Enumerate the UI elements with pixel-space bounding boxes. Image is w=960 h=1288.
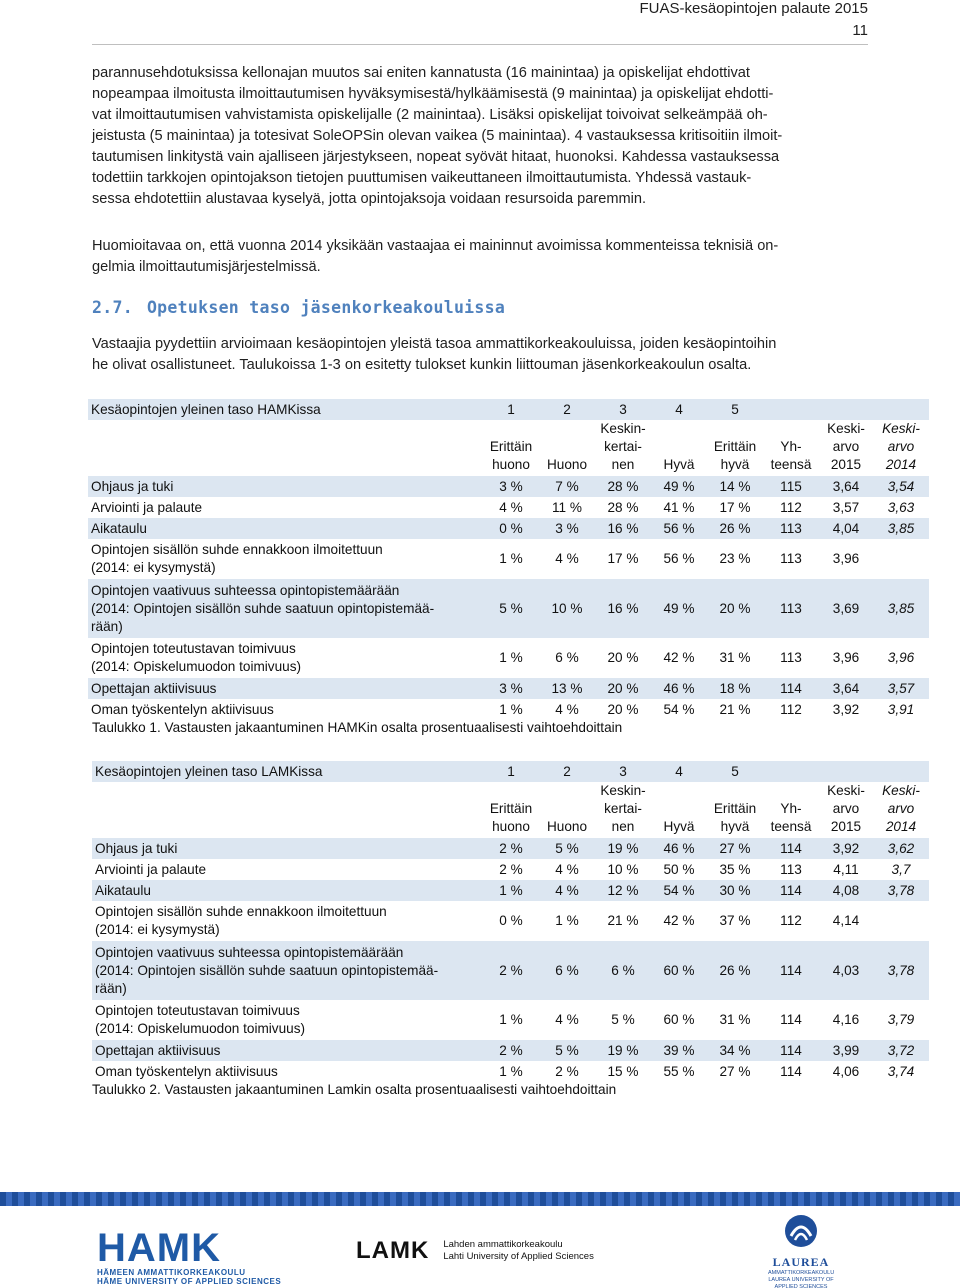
table-cell: 114 xyxy=(763,880,819,901)
col-header xyxy=(651,420,707,476)
text-line: Keskin- xyxy=(600,421,646,436)
table-cell: 3 % xyxy=(483,678,539,699)
table-cell: 18 % xyxy=(707,678,763,699)
text-line: (2014: ei kysymystä) xyxy=(91,560,216,575)
table-cell: 11 % xyxy=(552,499,582,515)
table-cell: Oman työskentelyn aktiivisuus xyxy=(95,1063,278,1079)
table-cell: 4 % xyxy=(555,1012,579,1027)
col-header xyxy=(763,420,819,476)
table-cell: 34 % xyxy=(707,1040,763,1061)
table-cell: 2 % xyxy=(555,1063,579,1079)
text-line: nen xyxy=(611,457,635,472)
text-line: Hyvä xyxy=(663,819,695,834)
scale-number: 3 xyxy=(595,399,651,420)
table-cell: 26 % xyxy=(707,941,763,1000)
table-cell: 3,64 xyxy=(819,678,873,699)
text-line: (2014: Opintojen sisällön suhde saatuun opintopistemää- xyxy=(95,962,439,978)
text-line: Vastaajia pyydettiin arvioimaan kesäopintojen yleistä tasoa ammattikorkeakouluissa, joiden kesäopintoihin xyxy=(92,336,777,352)
table-row xyxy=(92,1000,929,1040)
table-cell: 5 % xyxy=(611,1012,635,1027)
table-title-row xyxy=(92,761,929,782)
paragraph-2 xyxy=(92,236,868,278)
text-line: Opintojen sisällön suhde ennakkoon ilmoitettuun xyxy=(95,904,387,919)
table-cell xyxy=(763,761,819,782)
table-cell: 5 % xyxy=(483,579,539,638)
text-line: sessa ehdotettiin alustavaa kyselyä, jotta opintojaksoja voidaan resursoida paremmin. xyxy=(92,191,647,207)
text-line: (2014: Opintojen sisällön suhde saatuun opintopistemää- xyxy=(91,600,435,616)
table-cell: 10 % xyxy=(539,579,595,638)
table-cell: 10 % xyxy=(607,861,639,877)
table-cell xyxy=(819,761,873,782)
table-cell: 16 % xyxy=(595,518,651,539)
text-line: nen xyxy=(611,819,635,834)
table-cell: 60 % xyxy=(651,941,707,1000)
table-cell xyxy=(763,399,819,420)
table-cell: 21 % xyxy=(607,913,639,928)
table-cell: 26 % xyxy=(707,518,763,539)
table-cell: 4,08 xyxy=(819,880,873,901)
table-cell: 20 % xyxy=(595,678,651,699)
table-cell: 3,72 xyxy=(873,1040,929,1061)
table-cell: 112 xyxy=(780,499,802,515)
col-header xyxy=(483,420,539,476)
table-title-row xyxy=(88,399,929,420)
text-line: parannusehdotuksissa kellonajan muutos sai eniten kannatusta (16 mainintaa) ja opiskelijat ehdottivat xyxy=(92,65,750,81)
table-cell: 114 xyxy=(763,941,819,1000)
table-cell: 6 % xyxy=(595,941,651,1000)
table-cell: 17 % xyxy=(719,499,751,515)
table-row xyxy=(92,859,929,880)
table-cell xyxy=(88,638,483,678)
text-line: Huono xyxy=(546,457,588,472)
text-line: Keski- xyxy=(882,783,920,798)
col-header xyxy=(819,782,873,838)
table-cell: 13 % xyxy=(539,678,595,699)
table-row xyxy=(88,579,929,638)
table-cell xyxy=(92,941,483,1000)
col-header xyxy=(483,782,539,838)
scale-number: 3 xyxy=(595,761,651,782)
table-cell: 4 % xyxy=(555,551,579,566)
table-cell: 114 xyxy=(763,1040,819,1061)
table-cell: 3,96 xyxy=(832,551,860,566)
table-cell: 16 % xyxy=(595,579,651,638)
laurea-logo xyxy=(768,1214,834,1288)
table-cell: Arviointi ja palaute xyxy=(95,861,207,877)
table-cell: 56 % xyxy=(651,518,707,539)
table-cell: 3,69 xyxy=(819,579,873,638)
text-line: nopeampaa ilmoitusta ilmoittautumisen hyväksymisestä/hylkäämisestä (9 mainintaa) ja opiskelijat ehdotti- xyxy=(92,86,774,102)
table-cell: 114 xyxy=(763,678,819,699)
hamk-logo-mark: HAMK xyxy=(97,1226,221,1270)
table-cell: 5 % xyxy=(539,1040,595,1061)
table-cell: 3,74 xyxy=(887,1063,915,1079)
laurea-logo-line2: LAUREA UNIVERSITY OF APPLIED SCIENCES xyxy=(768,1277,834,1288)
text-line: teensä xyxy=(770,457,812,472)
table-row xyxy=(88,699,929,720)
table-cell xyxy=(873,539,929,579)
table-caption: Taulukko 1. Vastausten jakaantuminen HAMKin osalta prosentuaalisesti vaihtoehdoittain xyxy=(92,720,623,735)
table-cell: 14 % xyxy=(707,476,763,497)
table-cell: 3,85 xyxy=(873,579,929,638)
table-row xyxy=(92,880,929,901)
table-cell: 4,06 xyxy=(832,1063,860,1079)
table-cell: Aikataulu xyxy=(88,518,483,539)
table-cell: 37 % xyxy=(719,913,751,928)
table-cell: 23 % xyxy=(719,551,751,566)
table-cell: 4,16 xyxy=(832,1012,860,1027)
laurea-logo-line1: AMMATTIKORKEAKOULU xyxy=(768,1270,835,1276)
table-cell: 4 % xyxy=(499,499,523,515)
table-cell: Opettajan aktiivisuus xyxy=(88,678,483,699)
text-line: tautumisen linkitystä vain ajalliseen järjestykseen, nopeat syövät hitaat, huonoksi. Kahdessa vastauksessa xyxy=(92,149,780,165)
lamk-logo xyxy=(356,1237,594,1265)
text-line: Opintojen toteutustavan toimivuus xyxy=(95,1003,300,1018)
table-row xyxy=(88,539,929,579)
table-hamk xyxy=(88,399,929,720)
table-cell: 42 % xyxy=(663,650,695,665)
table-cell: Oman työskentelyn aktiivisuus xyxy=(91,701,274,717)
text-line: Yh- xyxy=(780,801,802,816)
table-cell: 31 % xyxy=(719,650,751,665)
table-cell: Ohjaus ja tuki xyxy=(88,476,483,497)
table-cell: 4,11 xyxy=(833,861,859,877)
text-line: kertai- xyxy=(604,439,642,454)
text-line: Keski- xyxy=(827,421,865,436)
table-cell: 6 % xyxy=(539,941,595,1000)
hamk-logo xyxy=(97,1228,281,1286)
table-cell: 4,14 xyxy=(832,913,860,928)
table-row xyxy=(88,518,929,539)
table-cell: 54 % xyxy=(663,701,695,717)
table-cell xyxy=(873,761,929,782)
table-row xyxy=(92,838,929,859)
text-line: he olivat osallistuneet. Taulukoissa 1-3 on esitetty tulokset kunkin liittouman jäsenkorkeakoulun osalta. xyxy=(92,357,752,373)
text-line: Opintojen vaativuus suhteessa opintopistemäärään xyxy=(95,944,404,960)
table-cell: 41 % xyxy=(663,499,695,515)
table-cell: 2 % xyxy=(483,838,539,859)
table-cell: 1 % xyxy=(499,1063,523,1079)
table-cell xyxy=(88,539,483,579)
col-header xyxy=(819,420,873,476)
table-row xyxy=(88,476,929,497)
text-line: rään) xyxy=(95,980,127,996)
table-cell: 0 % xyxy=(483,518,539,539)
scale-number: 1 xyxy=(483,399,539,420)
text-line: Lahti University of Applied Sciences xyxy=(443,1251,594,1262)
paragraph-1 xyxy=(92,63,868,210)
table-cell: 112 xyxy=(780,913,802,928)
table-cell: 6 % xyxy=(555,650,579,665)
table-cell: 28 % xyxy=(595,476,651,497)
hamk-logo-line2: HÄME UNIVERSITY OF APPLIED SCIENCES xyxy=(97,1277,282,1286)
table-title: Kesäopintojen yleinen taso LAMKissa xyxy=(92,761,483,782)
text-line: hyvä xyxy=(720,819,750,834)
text-line: Erittäin xyxy=(713,439,757,454)
table-cell: 1 % xyxy=(499,650,523,665)
table-cell: 113 xyxy=(780,551,802,566)
table-cell: 113 xyxy=(780,650,802,665)
table-cell: 35 % xyxy=(719,861,751,877)
table-cell: 3,78 xyxy=(873,941,929,1000)
scale-number: 2 xyxy=(539,761,595,782)
text-line: Keski- xyxy=(827,783,865,798)
table-cell: 1 % xyxy=(555,913,579,928)
table-cell: Opettajan aktiivisuus xyxy=(92,1040,483,1061)
col-header xyxy=(539,782,595,838)
column-header-row xyxy=(92,782,929,838)
table-cell: 114 xyxy=(780,1063,802,1079)
table-cell: 19 % xyxy=(595,1040,651,1061)
table-cell xyxy=(92,901,483,941)
table-row xyxy=(88,678,929,699)
scale-number: 1 xyxy=(483,761,539,782)
table-cell: 114 xyxy=(763,838,819,859)
lamk-logo-text xyxy=(443,1239,594,1263)
table-cell: 3,96 xyxy=(887,650,915,665)
table-cell: 19 % xyxy=(595,838,651,859)
scale-number: 4 xyxy=(651,761,707,782)
text-line: hyvä xyxy=(720,457,750,472)
text-line: Erittäin xyxy=(489,439,533,454)
text-line: rään) xyxy=(91,618,123,634)
text-line: kertai- xyxy=(604,801,642,816)
table-cell: 3,7 xyxy=(891,861,911,877)
text-line: jeistusta (5 mainintaa) ja totesivat SoleOPSin olevan vaikea (5 mainintaa). 4 vastauksessa kritisoitiin ilmoit- xyxy=(92,128,783,144)
table-row xyxy=(88,497,929,518)
table-cell: 46 % xyxy=(651,678,707,699)
text-line: teensä xyxy=(770,819,812,834)
table-cell: 3,54 xyxy=(873,476,929,497)
text-line: Hyvä xyxy=(663,457,695,472)
col-header xyxy=(539,420,595,476)
text-line: todettiin tarkkojen opintojakson tietojen puuttumisen vaikeuttaneen ilmoittautumista. Yhdessä vastauk- xyxy=(92,170,752,186)
table-cell: 3 % xyxy=(539,518,595,539)
section-heading xyxy=(92,298,505,317)
col-header xyxy=(763,782,819,838)
text-line: Opintojen sisällön suhde ennakkoon ilmoitettuun xyxy=(91,542,383,557)
table-cell: 27 % xyxy=(719,1063,751,1079)
table-cell: 7 % xyxy=(539,476,595,497)
section-title: Opetuksen taso jäsenkorkeakouluissa xyxy=(146,298,506,317)
table-cell: 12 % xyxy=(595,880,651,901)
running-header-title: FUAS-kesäopintojen palaute 2015 xyxy=(639,0,868,17)
table-row xyxy=(92,941,929,1000)
col-header xyxy=(873,782,929,838)
table-cell: 115 xyxy=(763,476,819,497)
laurea-emblem-icon xyxy=(781,1214,821,1248)
text-line: gelmia ilmoittautumisjärjestelmissä. xyxy=(92,259,321,275)
text-line: huono xyxy=(492,819,530,834)
text-line: Yh- xyxy=(780,439,802,454)
text-line: Keski- xyxy=(882,421,920,436)
table-row xyxy=(92,1061,929,1082)
col-header xyxy=(651,782,707,838)
table-cell: 55 % xyxy=(663,1063,695,1079)
table-cell: 3,57 xyxy=(873,678,929,699)
table-cell: 30 % xyxy=(707,880,763,901)
table-cell: 4 % xyxy=(555,701,579,717)
text-line: huono xyxy=(492,457,530,472)
text-line: Huono xyxy=(546,819,588,834)
table-cell: 1 % xyxy=(499,551,523,566)
table-lamk xyxy=(92,761,929,1082)
paragraph-3 xyxy=(92,334,868,376)
scale-number: 5 xyxy=(707,761,763,782)
text-line: Opintojen vaativuus suhteessa opintopistemäärään xyxy=(91,582,400,598)
table-cell: 3,62 xyxy=(873,838,929,859)
table-cell: Aikataulu xyxy=(92,880,483,901)
hamk-logo-line1: HÄMEEN AMMATTIKORKEAKOULU xyxy=(97,1268,246,1277)
table-cell: 21 % xyxy=(719,701,751,717)
col-header xyxy=(595,420,651,476)
table-cell: 3,79 xyxy=(887,1012,915,1027)
table-row xyxy=(92,901,929,941)
table-cell: 17 % xyxy=(607,551,639,566)
table-cell: 5 % xyxy=(539,838,595,859)
text-line: Erittäin xyxy=(713,801,757,816)
text-line: Lahden ammattikorkeakoulu xyxy=(443,1239,563,1250)
text-line: Erittäin xyxy=(489,801,533,816)
table-cell: 1 % xyxy=(499,1012,523,1027)
table-cell xyxy=(873,901,929,941)
table-cell xyxy=(88,420,483,476)
text-line: (2014: Opiskelumuodon toimivuus) xyxy=(95,1021,306,1036)
table-cell: 112 xyxy=(780,701,802,717)
table-cell xyxy=(92,782,483,838)
scale-number: 2 xyxy=(539,399,595,420)
table-cell: 3,91 xyxy=(887,701,915,717)
laurea-logo-mark: LAUREA xyxy=(772,1255,830,1269)
table-cell: 4,03 xyxy=(819,941,873,1000)
table-cell: 2 % xyxy=(483,941,539,1000)
page-number: 11 xyxy=(852,22,868,39)
col-header xyxy=(707,782,763,838)
footer-band xyxy=(0,1192,960,1206)
table-cell: 42 % xyxy=(663,913,695,928)
table-cell: 114 xyxy=(780,1012,802,1027)
table-cell: 4,04 xyxy=(819,518,873,539)
table-row xyxy=(92,1040,929,1061)
table-cell: 28 % xyxy=(607,499,639,515)
table-cell: 113 xyxy=(763,579,819,638)
text-line: arvo xyxy=(887,439,915,454)
table-cell: 46 % xyxy=(651,838,707,859)
table-cell: 3,92 xyxy=(832,701,860,717)
table-cell xyxy=(92,1000,483,1040)
text-line: vat ilmoittautumisen vahvistamista opiskelijalle (2 mainintaa). Lisäksi opiskelijat toivoivat selkeämpää oh- xyxy=(92,107,768,123)
table-cell: 3,64 xyxy=(819,476,873,497)
table-cell: 20 % xyxy=(607,650,639,665)
col-header xyxy=(873,420,929,476)
text-line: Keskin- xyxy=(600,783,646,798)
table-cell: 60 % xyxy=(663,1012,695,1027)
text-line: 2014 xyxy=(885,819,917,834)
header-divider xyxy=(92,44,868,45)
text-line: 2014 xyxy=(885,457,917,472)
table-cell: 1 % xyxy=(483,880,539,901)
table-cell: 3,78 xyxy=(873,880,929,901)
table-cell: 15 % xyxy=(607,1063,639,1079)
table-caption: Taulukko 2. Vastausten jakaantuminen Lamkin osalta prosentuaalisesti vaihtoehdoittain xyxy=(92,1082,617,1097)
table-cell: Arviointi ja palaute xyxy=(91,499,203,515)
lamk-logo-mark: LAMK xyxy=(356,1237,430,1264)
col-header xyxy=(595,782,651,838)
table-cell: 54 % xyxy=(651,880,707,901)
text-line: arvo xyxy=(832,801,860,816)
table-cell: 1 % xyxy=(499,701,523,717)
table-cell: 56 % xyxy=(663,551,695,566)
table-cell: 2 % xyxy=(483,1040,539,1061)
table-title: Kesäopintojen yleinen taso HAMKissa xyxy=(88,399,483,420)
text-line: 2015 xyxy=(830,819,862,834)
table-cell: 0 % xyxy=(499,913,523,928)
table-cell: Ohjaus ja tuki xyxy=(92,838,483,859)
text-line: Huomioitavaa on, että vuonna 2014 yksikään vastaajaa ei maininnut avoimissa kommenteissa teknisiä on- xyxy=(92,238,779,254)
table-cell xyxy=(819,399,873,420)
table-row xyxy=(88,638,929,678)
text-line: arvo xyxy=(887,801,915,816)
table-cell: 49 % xyxy=(651,476,707,497)
table-cell: 50 % xyxy=(663,861,695,877)
table-cell: 49 % xyxy=(651,579,707,638)
text-line: Opintojen toteutustavan toimivuus xyxy=(91,641,296,656)
table-cell: 113 xyxy=(780,861,802,877)
text-line: arvo xyxy=(832,439,860,454)
text-line: 2015 xyxy=(830,457,862,472)
table-cell xyxy=(873,399,929,420)
table-cell: 3,92 xyxy=(819,838,873,859)
table-cell: 3,96 xyxy=(832,650,860,665)
col-header xyxy=(707,420,763,476)
table-cell xyxy=(88,579,483,638)
table-cell: 4 % xyxy=(555,861,579,877)
scale-number: 4 xyxy=(651,399,707,420)
table-cell: 3 % xyxy=(483,476,539,497)
table-cell: 39 % xyxy=(651,1040,707,1061)
table-cell: 113 xyxy=(763,518,819,539)
table-cell: 27 % xyxy=(707,838,763,859)
table-cell: 31 % xyxy=(719,1012,751,1027)
table-cell: 3,99 xyxy=(819,1040,873,1061)
table-cell: 20 % xyxy=(607,701,639,717)
column-header-row xyxy=(88,420,929,476)
text-line: (2014: ei kysymystä) xyxy=(95,922,220,937)
section-number: 2.7. xyxy=(92,298,133,317)
table-cell: 4 % xyxy=(539,880,595,901)
scale-number: 5 xyxy=(707,399,763,420)
table-cell: 2 % xyxy=(499,861,523,877)
table-cell: 3,63 xyxy=(887,499,915,515)
table-cell: 3,85 xyxy=(873,518,929,539)
table-cell: 20 % xyxy=(707,579,763,638)
text-line: (2014: Opiskelumuodon toimivuus) xyxy=(91,659,302,674)
table-cell: 3,57 xyxy=(832,499,860,515)
